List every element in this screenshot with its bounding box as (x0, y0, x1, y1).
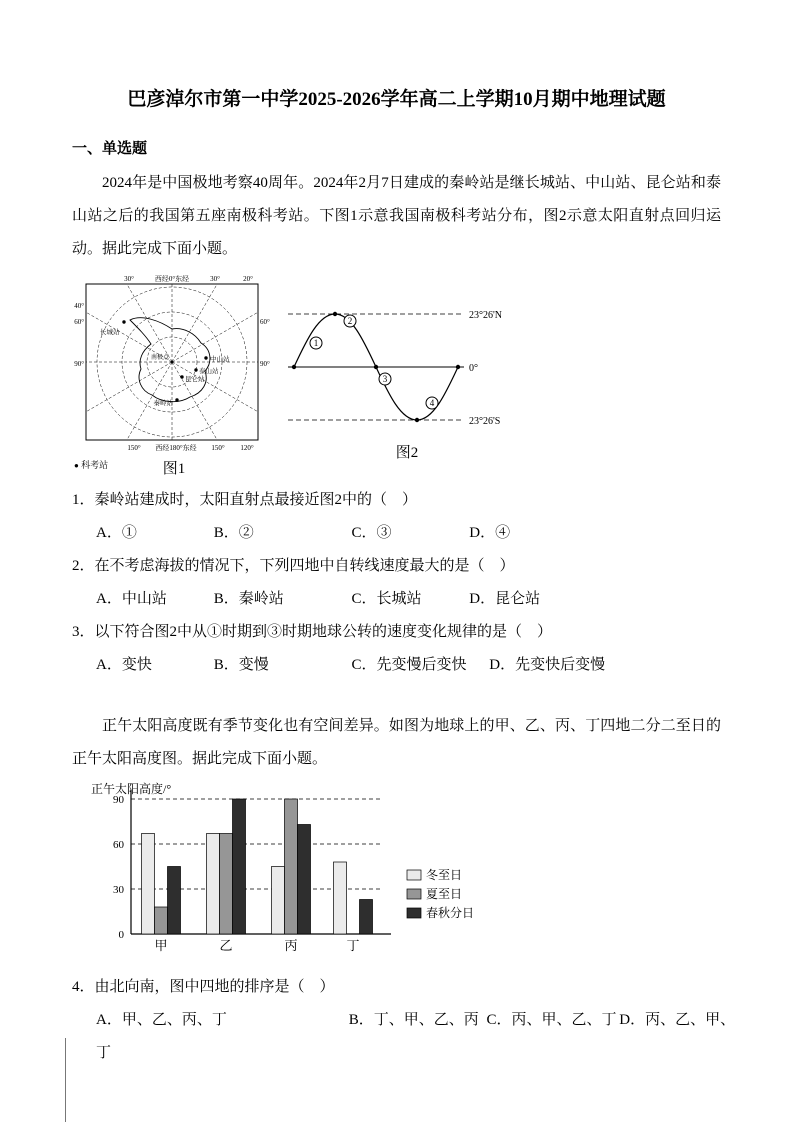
antarctic-stations-map (72, 274, 272, 456)
label-tropic-north: 23°26'N (469, 310, 503, 321)
figure-1-caption: 图1 (162, 461, 186, 477)
edge-label-top-right: 30° (210, 275, 220, 283)
edge-label-bottom-center: 西经180°东经 (155, 444, 197, 452)
question-2-options (72, 583, 721, 616)
question-2-stem: 2．在不考虑海拔的情况下，下列四地中自转线速度最大的是（ ） (72, 558, 515, 574)
svg-text:30: 30 (113, 884, 124, 896)
question-3 (72, 616, 721, 682)
question-3-option-b: B．变慢 (213, 657, 269, 673)
svg-text:春秋分日: 春秋分日 (426, 906, 475, 920)
point-marker-4: 4 (429, 398, 435, 408)
intro-paragraph-1: 2024年是中国极地考察40周年。2024年2月7日建成的秦岭站是继长城站、中山站、昆仑站和泰山站之后的我国第五座南极科考站。下图1示意我国南极科考站分布，图2示意太阳直射点回归运动。据此完成下面小题。 (72, 175, 721, 257)
svg-text:夏至日: 夏至日 (426, 887, 463, 901)
figure-2-block (282, 294, 532, 462)
question-3-option-d: D．先变快后变慢 (489, 657, 606, 673)
svg-text:90: 90 (113, 794, 124, 806)
solar-declination-figure (282, 294, 532, 436)
map-legend (74, 458, 108, 471)
label-tropic-south: 23°26'S (469, 416, 501, 427)
south-pole-label: 南极点 (150, 355, 169, 361)
station-dot-kunlun (180, 375, 183, 378)
edge-label-right-1: 60° (260, 318, 270, 326)
question-3-option-c: C．先变慢后变快 (351, 657, 467, 673)
question-2 (72, 550, 721, 616)
question-4-option-a: A．甲、乙、丙、丁 (96, 1012, 227, 1028)
edge-label-top-center: 西经0°东经 (154, 275, 190, 283)
svg-text:0: 0 (118, 929, 124, 941)
station-label-changcheng: 长城站 (100, 329, 120, 336)
meridian-lines (72, 274, 272, 456)
station-label-kunlun: 昆仑站 (185, 376, 205, 383)
svg-text:乙: 乙 (219, 938, 233, 953)
question-3-stem: 3．以下符合图2中从①时期到③时期地球公转的速度变化规律的是（ ） (72, 624, 553, 640)
edge-label-bottom-corner: 120° (240, 444, 254, 452)
section-heading: 一、单选题 (72, 141, 148, 157)
svg-text:正午太阳高度/°: 正午太阳高度/° (91, 782, 172, 796)
station-dot-icon: ● (74, 461, 79, 470)
svg-text:丁: 丁 (346, 938, 360, 953)
question-4-option-d-wrap: 丁 (96, 1045, 112, 1061)
point-marker-2: 2 (347, 316, 353, 326)
question-3-option-a: A．变快 (96, 657, 152, 673)
figure-1-footer (72, 457, 276, 478)
label-equator: 0° (469, 363, 478, 374)
edge-label-top-left: 30° (124, 275, 134, 283)
station-dot-qinling (175, 398, 178, 401)
question-4-stem: 4．由北向南，图中四地的排序是（ ） (72, 979, 335, 995)
question-1-stem: 1．秦岭站建成时，太阳直射点最接近图2中的（ ） (72, 492, 418, 508)
intro-paragraph-2: 正午太阳高度既有季节变化也有空间差异。如图为地球上的甲、乙、丙、丁四地二分二至日的正午太阳高度图。据此完成下面小题。 (72, 718, 721, 767)
question-3-options (72, 649, 721, 682)
figure-1-block (72, 274, 276, 478)
question-1-option-c: C．③ (351, 525, 392, 541)
point-marker-3: 3 (382, 374, 388, 384)
svg-text:甲: 甲 (154, 938, 168, 953)
svg-text:60: 60 (113, 839, 124, 851)
question-1-option-a: A．① (96, 525, 137, 541)
svg-text:丙: 丙 (284, 938, 298, 953)
station-label-zhongshan: 中山站 (210, 356, 230, 363)
edge-label-left-2: 60° (74, 318, 84, 326)
edge-label-bottom-left: 150° (127, 444, 141, 452)
question-4-options (72, 1004, 736, 1037)
question-4-option-c: C．丙、甲、乙、丁 (486, 1012, 617, 1028)
antarctica-outline (130, 318, 210, 402)
edge-label-bottom-right: 150° (211, 444, 225, 452)
question-1-options (72, 517, 721, 550)
question-2-option-c: C．长城站 (351, 591, 422, 607)
station-label-taishan: 泰山站 (199, 368, 219, 375)
map-legend-label: 科考站 (81, 460, 109, 470)
question-1-option-d: D．④ (469, 525, 511, 541)
question-2-option-d: D．昆仑站 (469, 591, 541, 607)
page-title: 巴彦淖尔市第一中学2025-2026学年高二上学期10月期中地理试题 (127, 89, 666, 110)
station-dot-taishan (194, 368, 197, 371)
south-pole-dot (171, 361, 173, 363)
question-1 (72, 484, 721, 550)
edge-label-left-1: 40° (74, 302, 84, 310)
figure-2-caption: 图2 (395, 445, 419, 461)
edge-label-left-3: 90° (74, 360, 84, 368)
question-2-option-a: A．中山站 (96, 591, 167, 607)
svg-text:冬至日: 冬至日 (426, 868, 463, 882)
point-marker-1: 1 (313, 338, 319, 348)
edge-label-top-corner: 20° (243, 275, 253, 283)
station-dot-changcheng (122, 320, 125, 323)
question-4-option-b: B．丁、甲、乙、丙 (348, 1012, 479, 1028)
figures-row (72, 274, 721, 478)
question-1-option-b: B．② (213, 525, 254, 541)
noon-sun-altitude-chart-svg (85, 782, 485, 962)
question-4-option-d: D．丙、乙、甲、 (619, 1012, 736, 1028)
station-label-qinling: 秦岭站 (153, 400, 173, 407)
station-dot-zhongshan (204, 356, 207, 359)
edge-label-right-2: 90° (260, 360, 270, 368)
page-edge-line (65, 1038, 66, 1122)
question-2-option-b: B．秦岭站 (213, 591, 284, 607)
question-4 (72, 971, 736, 1070)
noon-sun-altitude-chart (85, 782, 721, 967)
